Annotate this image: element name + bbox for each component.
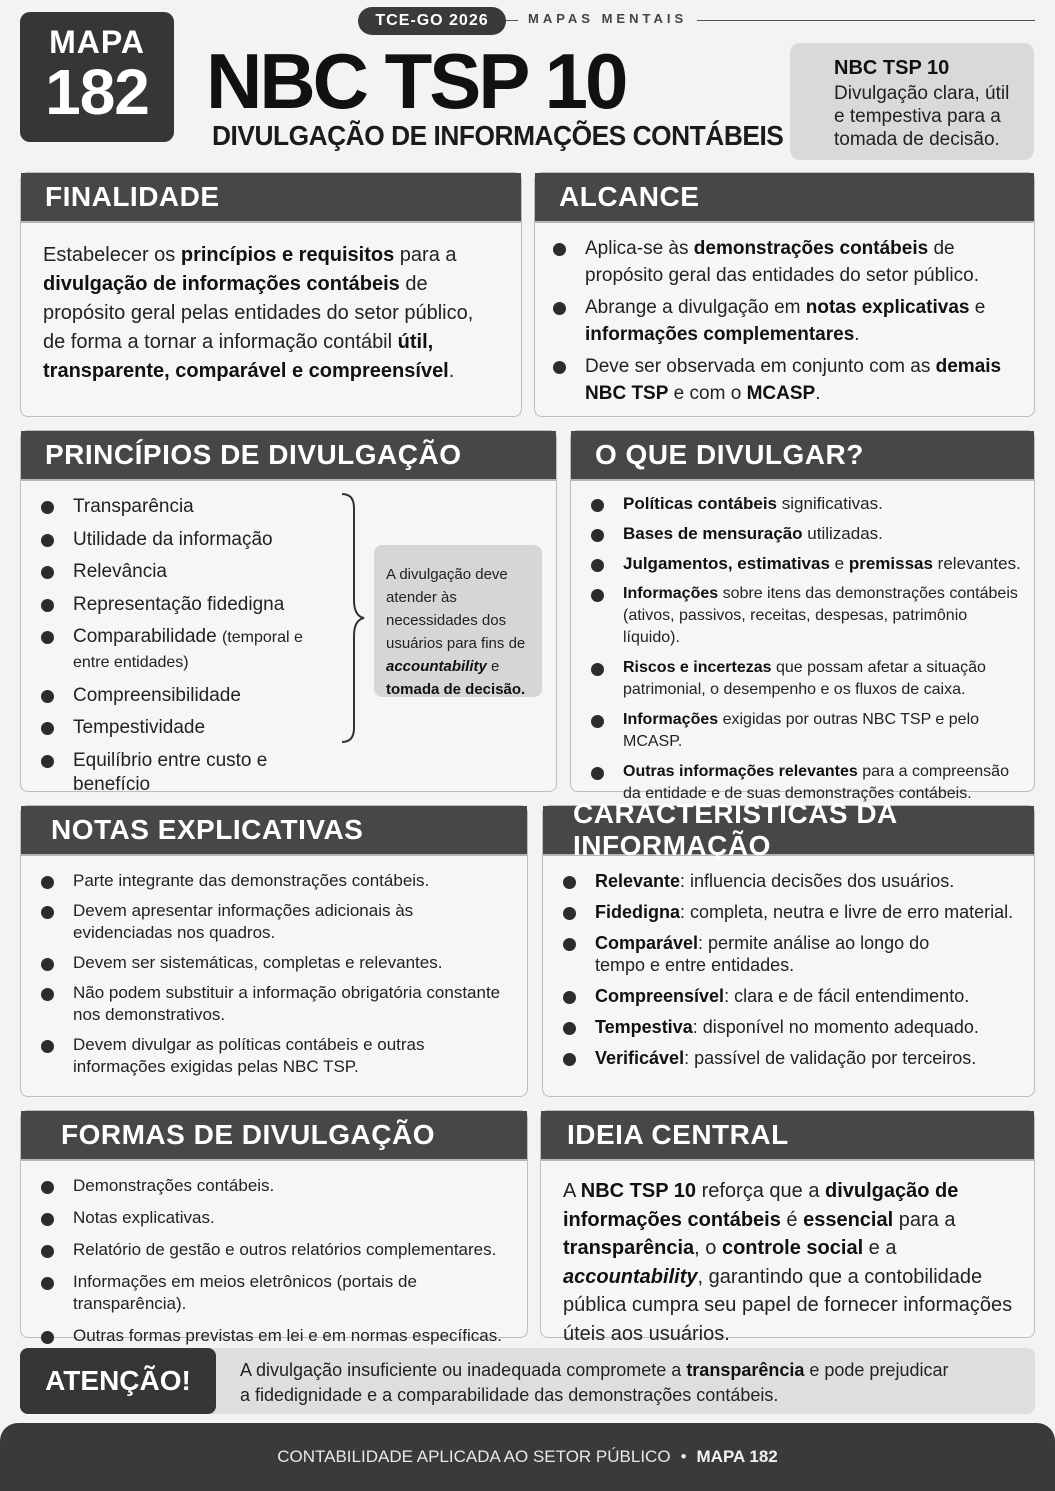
text-run: : completa, neutra e livre de erro material.	[680, 902, 1014, 922]
text-run: significativas.	[777, 494, 883, 513]
bullet-icon	[41, 1213, 54, 1226]
text-bold: transparência	[686, 1360, 805, 1380]
bullet-icon	[591, 559, 604, 572]
text-bold: Informações	[623, 711, 719, 728]
panel-title: FORMAS DE DIVULGAÇÃO	[21, 1111, 527, 1161]
principios-note	[374, 545, 542, 697]
attention-text	[240, 1358, 960, 1408]
text-run: Abrange a divulgação em	[585, 297, 806, 318]
bullet-icon	[563, 1022, 576, 1035]
text-run: Compreensibilidade	[73, 684, 241, 706]
text-run: Tempestividade	[73, 717, 206, 738]
list-item	[591, 553, 1024, 575]
bullet-icon	[563, 907, 576, 920]
bullet-icon	[563, 938, 576, 951]
divulgar-list	[571, 481, 1034, 805]
text-bold: informações complementares	[585, 324, 855, 345]
text-run: e	[829, 554, 849, 573]
text-bold: Compreensível	[595, 986, 725, 1006]
text-bold-italic: accountability	[563, 1265, 698, 1288]
panel-notas-explicativas	[20, 805, 528, 1097]
text-run: Devem apresentar informações adicionais às evidenciadas nos quadros.	[73, 901, 414, 942]
list-item	[553, 294, 1020, 348]
list-item	[591, 493, 1024, 515]
bullet-icon	[41, 722, 54, 735]
list-item	[41, 1034, 517, 1078]
bullet-icon	[563, 876, 576, 889]
list-item	[563, 1047, 1024, 1069]
bullet-icon	[41, 1331, 54, 1344]
summary-text: Divulgação clara, útil e tempestiva para a tomada de decisão.	[834, 83, 1010, 150]
text-run: para a	[893, 1208, 956, 1231]
bullet-icon	[563, 1053, 576, 1066]
list-item	[563, 870, 1024, 892]
panel-alcance	[534, 172, 1035, 417]
attention-label: ATENÇÃO!	[20, 1348, 216, 1414]
text-bold: premissas	[848, 554, 933, 573]
text-bold: divulgação de informações contábeis	[563, 1180, 959, 1231]
text-run: e pode prejudicar a fidedignidade e a comparabilidade das demonstrações contábeis.	[240, 1360, 949, 1405]
bullet-icon	[41, 534, 54, 547]
text-run: : influencia decisões dos usuários.	[680, 871, 955, 891]
text-run: A	[563, 1180, 581, 1202]
text-run: Devem divulgar as políticas contábeis e outras informações exigidas pelas NBC TSP.	[73, 1035, 425, 1076]
text-run: Não podem substituir a informação obrigatória constante nos demonstrativos.	[73, 983, 501, 1024]
series-label: MAPAS MENTAIS	[518, 11, 697, 26]
text-run: Deve ser observada em conjunto com as	[585, 356, 936, 377]
text-run: Relevância	[73, 561, 167, 582]
text-run: .	[448, 360, 455, 382]
text-run: Notas explicativas.	[73, 1208, 215, 1227]
bullet-icon	[41, 876, 54, 889]
page-title: NBC TSP 10	[206, 37, 626, 125]
bullet-icon	[591, 499, 604, 512]
footer-subject: CONTABILIDADE APLICADA AO SETOR PÚBLICO	[277, 1447, 671, 1466]
list-item	[41, 1207, 517, 1229]
text-bold: útil, transparente, comparável e compreensível	[43, 331, 449, 382]
bullet-icon	[41, 958, 54, 971]
panel-formas-divulgacao	[20, 1110, 528, 1345]
text-bold: Tempestiva	[595, 1017, 693, 1037]
text-run: e a	[863, 1237, 897, 1259]
footer-separator: •	[680, 1447, 687, 1466]
text-run: , garantindo que a contobilidade pública cumpra seu papel de fornecer informações úteis aos usuários.	[563, 1265, 1013, 1345]
text-bold: Outras informações relevantes	[623, 763, 858, 780]
panel-title: CARACTERÍSTICAS DA INFORMAÇÃO	[543, 806, 1034, 856]
footer-map-number: MAPA 182	[696, 1447, 778, 1466]
panel-ideia-central	[540, 1110, 1035, 1345]
bullet-icon	[591, 715, 604, 728]
bullet-icon	[591, 529, 604, 542]
list-item	[41, 528, 341, 552]
list-item	[563, 1016, 1024, 1038]
bullet-icon	[553, 361, 566, 374]
principios-list	[21, 481, 341, 797]
text-bold: Riscos e incertezas	[623, 659, 772, 676]
text-bold: Informações	[623, 585, 719, 602]
text-bold: Fidedigna	[595, 902, 680, 922]
text-run: , o	[694, 1237, 722, 1259]
text-run: relevantes.	[932, 554, 1021, 573]
text-run: de propósito geral pelas entidades do setor público, de forma a tornar a informação contábil	[43, 273, 474, 353]
finalidade-text	[21, 223, 521, 386]
summary-box	[790, 43, 1034, 160]
text-bold: NBC TSP 10	[580, 1180, 697, 1202]
ideia-text	[541, 1161, 1034, 1348]
list-item	[41, 900, 517, 944]
panel-finalidade	[20, 172, 522, 417]
list-item	[41, 982, 517, 1026]
text-bold: transparência	[563, 1237, 695, 1259]
summary-title: NBC TSP 10	[834, 57, 950, 79]
text-run: A divulgação deve atender às necessidades dos usuários para fins de	[386, 566, 526, 652]
text-run: : clara e de fácil entendimento.	[724, 986, 970, 1006]
bullet-icon	[41, 1245, 54, 1258]
list-item	[563, 985, 1024, 1007]
text-bold: Bases de mensuração	[623, 524, 803, 543]
bullet-icon	[41, 1040, 54, 1053]
text-bold: princípios e requisitos	[180, 244, 395, 266]
text-run: Estabelecer os	[43, 244, 181, 266]
bullet-icon	[41, 906, 54, 919]
page-subtitle: DIVULGAÇÃO DE INFORMAÇÕES CONTÁBEIS	[212, 120, 784, 151]
list-item	[41, 1175, 517, 1197]
text-bold: divulgação de informações contábeis	[43, 273, 400, 295]
text-bold: demonstrações contábeis	[693, 238, 929, 259]
text-run: Representação fidedigna	[73, 593, 285, 615]
formas-list	[21, 1161, 527, 1347]
text-run: que possam afetar a situação patrimonial, o desempenho e os fluxos de caixa.	[623, 659, 986, 698]
brace-icon	[330, 492, 370, 744]
list-item	[41, 749, 341, 797]
text-run: Utilidade da informação	[73, 528, 273, 550]
footer	[0, 1423, 1055, 1491]
caracteristicas-list	[543, 856, 1034, 1069]
list-item	[553, 235, 1020, 289]
list-item	[553, 353, 1020, 407]
map-label: MAPA	[49, 24, 145, 60]
text-run: Informações em meios eletrônicos (portais de transparência).	[73, 1272, 417, 1313]
text-run: .	[854, 324, 860, 345]
bullet-icon	[41, 755, 54, 768]
list-item	[41, 593, 341, 617]
list-item	[41, 560, 341, 584]
panel-title: FINALIDADE	[21, 173, 521, 223]
text-bold: Políticas contábeis	[623, 494, 777, 513]
text-run: Demonstrações contábeis.	[73, 1176, 275, 1195]
text-run: Outras formas previstas em lei e em normas específicas.	[73, 1326, 502, 1345]
panel-caracteristicas	[542, 798, 1035, 1097]
bullet-icon	[41, 631, 54, 644]
text-run: exigidas por outras NBC TSP e pelo MCASP.	[623, 711, 980, 750]
alcance-list	[535, 223, 1034, 407]
text-bold: essencial	[803, 1208, 894, 1231]
text-run: é	[780, 1208, 804, 1231]
list-item	[591, 523, 1024, 545]
list-item	[41, 1239, 517, 1261]
list-item	[41, 870, 517, 892]
text-bold: tomada de decisão.	[386, 681, 526, 698]
bullet-icon	[41, 599, 54, 612]
text-run: Transparência	[73, 496, 194, 517]
text-run: e	[969, 297, 986, 318]
text-bold: MCASP	[746, 383, 816, 404]
bullet-icon	[591, 589, 604, 602]
text-run: e	[486, 658, 500, 675]
map-badge	[20, 12, 174, 142]
text-run: : disponível no momento adequado.	[692, 1017, 979, 1037]
bullet-icon	[563, 991, 576, 1004]
map-number: 182	[45, 56, 149, 128]
list-item	[41, 495, 341, 519]
text-run: Parte integrante das demonstrações contábeis.	[73, 871, 430, 890]
text-bold: Julgamentos, estimativas	[623, 554, 830, 573]
text-run: (temporal e entre entidades)	[73, 629, 303, 671]
text-run: Comparabilidade	[73, 626, 217, 647]
text-run: Equilíbrio entre custo e benefício	[73, 749, 268, 795]
text-bold: Verificável	[595, 1048, 685, 1068]
text-bold: Relevante	[595, 871, 681, 891]
bullet-icon	[591, 663, 604, 676]
list-item	[591, 583, 1024, 649]
bullet-icon	[41, 1181, 54, 1194]
bullet-icon	[41, 1277, 54, 1290]
list-item	[591, 709, 1024, 753]
text-run: de propósito geral das entidades do setor público.	[585, 238, 979, 286]
bullet-icon	[553, 302, 566, 315]
text-run: Relatório de gestão e outros relatórios complementares.	[73, 1240, 497, 1259]
list-item	[41, 716, 341, 740]
panel-title: O QUE DIVULGAR?	[571, 431, 1034, 481]
text-bold: notas explicativas	[805, 297, 970, 318]
text-run: para a compreensão da entidade e de suas demonstrações contábeis.	[623, 763, 1009, 802]
text-run: reforça que a	[696, 1180, 825, 1202]
text-run: sobre itens das demonstrações contábeis (ativos, passivos, receitas, despesas, patrimônio líquido).	[623, 585, 1018, 646]
list-item	[41, 1271, 517, 1315]
text-run: utilizadas.	[802, 524, 883, 543]
notas-list	[21, 856, 527, 1078]
text-run: : passível de validação por terceiros.	[684, 1048, 977, 1068]
list-item	[41, 1325, 517, 1347]
text-run: A divulgação insuficiente ou inadequada compromete a	[240, 1360, 687, 1380]
panel-title: IDEIA CENTRAL	[541, 1111, 1034, 1161]
text-bold: controle social	[721, 1237, 864, 1259]
text-run: Devem ser sistemáticas, completas e relevantes.	[73, 953, 443, 972]
list-item	[41, 684, 341, 708]
panel-title: PRINCÍPIOS DE DIVULGAÇÃO	[21, 431, 556, 481]
bullet-icon	[591, 767, 604, 780]
panel-title: NOTAS EXPLICATIVAS	[21, 806, 527, 856]
text-run: Aplica-se às	[585, 238, 694, 259]
exam-tag: TCE-GO 2026	[358, 7, 506, 35]
text-run: e com o	[668, 383, 747, 404]
panel-title: ALCANCE	[535, 173, 1034, 223]
list-item	[41, 952, 517, 974]
list-item	[563, 932, 1024, 976]
text-run: .	[815, 383, 821, 404]
text-bold: Comparável	[595, 933, 699, 953]
text-bold: demais NBC TSP	[585, 356, 1002, 404]
bullet-icon	[41, 501, 54, 514]
list-item	[591, 657, 1024, 701]
list-item	[41, 625, 341, 675]
text-bold-italic: accountability	[386, 658, 487, 675]
bullet-icon	[41, 566, 54, 579]
bullet-icon	[553, 243, 566, 256]
text-run: : permite análise ao longo do tempo e entre entidades.	[595, 933, 930, 975]
list-item	[563, 901, 1024, 923]
text-run: para a	[394, 244, 457, 266]
panel-o-que-divulgar	[570, 430, 1035, 802]
bullet-icon	[41, 690, 54, 703]
bullet-icon	[41, 988, 54, 1001]
